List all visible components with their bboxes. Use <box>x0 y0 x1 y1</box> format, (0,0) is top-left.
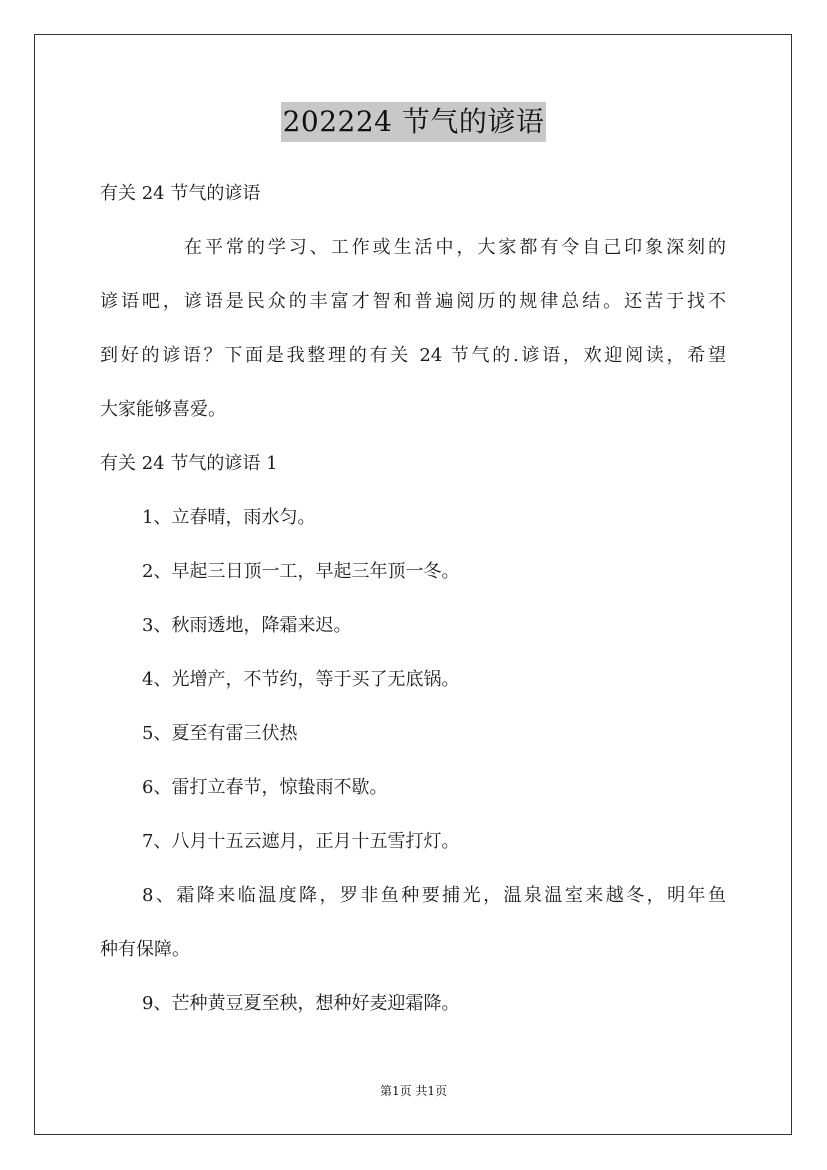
proverb-item: 6、雷打立春节，惊蛰雨不歇。 <box>142 777 388 798</box>
proverb-item: 5、夏至有雷三伏热 <box>142 723 298 744</box>
proverb-item: 8、霜降来临温度降，罗非鱼种要捕光，温泉温室来越冬，明年鱼 <box>142 885 726 906</box>
proverb-item: 4、光增产，不节约，等于买了无底锅。 <box>142 669 460 690</box>
intro-line-1: 在平常的学习、工作或生活中，大家都有令自己印象深刻的 <box>184 237 726 258</box>
intro-line-4: 大家能够喜爱。 <box>100 399 226 420</box>
title-container <box>0 102 827 142</box>
document-title: 202224 节气的谚语 <box>281 102 547 142</box>
intro-line-3: 到好的谚语？下面是我整理的有关 24 节气的.谚语，欢迎阅读，希望 <box>100 345 726 366</box>
proverb-item: 3、秋雨透地，降霜来迟。 <box>142 615 352 636</box>
intro-line-2: 谚语吧，谚语是民众的丰富才智和普遍阅历的规律总结。还苦于找不 <box>100 291 726 312</box>
proverb-item: 7、八月十五云遮月，正月十五雪打灯。 <box>142 831 460 852</box>
proverb-item-continued: 种有保障。 <box>100 939 190 960</box>
section-heading: 有关 24 节气的谚语 <box>100 183 261 204</box>
page-footer: 第1页 共1页 <box>379 1084 448 1098</box>
proverb-item: 1、立春晴，雨水匀。 <box>142 507 316 528</box>
proverb-item: 2、早起三日顶一工，早起三年顶一冬。 <box>142 561 460 582</box>
subsection-heading: 有关 24 节气的谚语 1 <box>100 453 278 474</box>
proverb-item: 9、芒种黄豆夏至秧，想种好麦迎霜降。 <box>142 993 460 1014</box>
